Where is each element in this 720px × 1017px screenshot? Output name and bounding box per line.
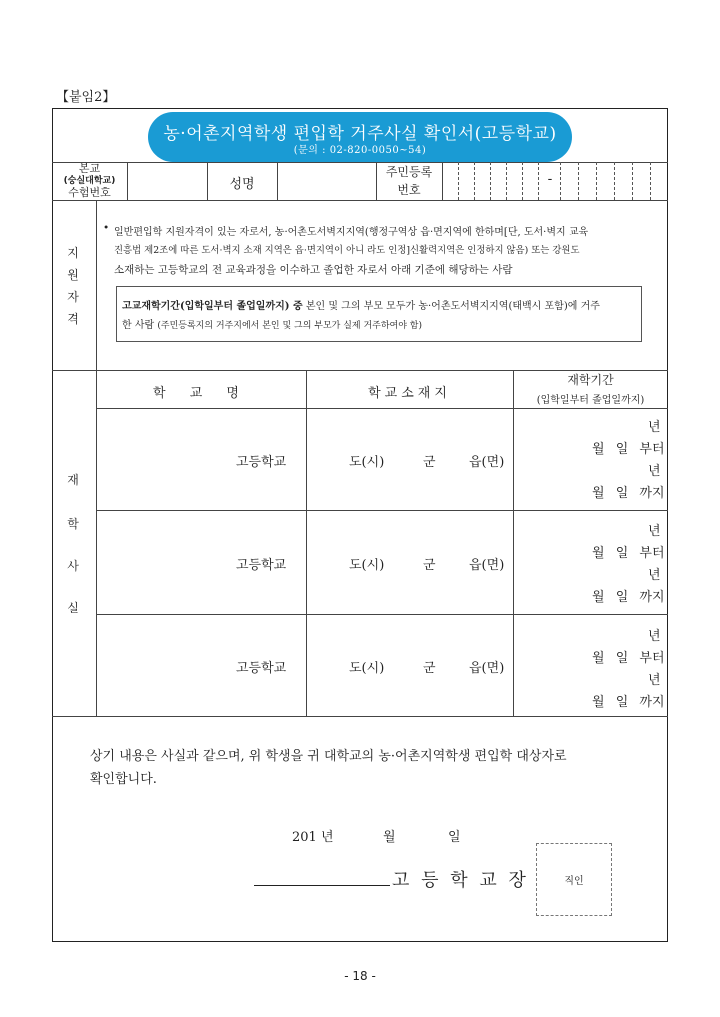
attendance-label-char-1: 재 [67, 473, 79, 487]
qualification-divider [96, 200, 97, 370]
row1-gun: 군 [423, 455, 436, 470]
row1-eup: 읍(면) [469, 455, 505, 470]
confirmation-line1: 상기 내용은 사실과 같으며, 위 학생을 귀 대학교의 농·어촌지역학생 편입학 대상자로 [90, 749, 567, 764]
principal-title: 고 등 학 교 장 [392, 870, 529, 891]
exam-number-label [52, 163, 127, 199]
qualification-criteria-box [116, 286, 642, 342]
row1-year-to: 년 [648, 464, 661, 479]
qualification-bullet: • [103, 222, 110, 234]
attendance-bottom-line [52, 716, 668, 717]
row1-school: 고등학교 [236, 455, 287, 470]
attendance-row-line-1 [96, 510, 668, 511]
criteria-line2 [122, 316, 422, 331]
row2-gun: 군 [423, 558, 436, 573]
qualification-label-char-1: 지 [67, 246, 79, 260]
row2-to: 월 일 까지 [592, 590, 665, 605]
name-label: 성명 [229, 177, 255, 192]
confirmation-line2: 확인합니다. [90, 772, 157, 787]
row3-to: 월 일 까지 [592, 695, 665, 710]
school-location-header: 학교소재지 [368, 386, 451, 401]
row3-do: 도(시) [349, 661, 385, 676]
resident-number-label [376, 163, 442, 199]
date-year: 201 년 [292, 830, 334, 845]
attendance-label-char-2: 학 [67, 517, 79, 531]
row3-from: 월 일 부터 [592, 651, 665, 666]
row3-gun: 군 [423, 661, 436, 676]
form-title: 농·어촌지역학생 편입학 거주사실 확인서(고등학교) [163, 124, 557, 144]
qualification-label-char-3: 자 [67, 290, 79, 304]
attendance-col-divider-2 [513, 370, 514, 716]
qualification-label-char-2: 원 [67, 268, 79, 282]
attendance-row-line-2 [96, 614, 668, 615]
row3-year-to: 년 [648, 673, 661, 688]
attendance-label-char-3: 사 [67, 559, 79, 573]
attendance-header-line [96, 408, 668, 409]
name-field[interactable] [278, 163, 375, 199]
row2-eup: 읍(면) [469, 558, 505, 573]
criteria-line2-text: 한 사람 [122, 320, 155, 331]
qualification-text-line1: 일반편입학 지원자격이 있는 자로서, 농·어촌도서벽지지역(행정구역상 읍·면지역에 한하며[단, 도서·벽지 교육 [114, 227, 589, 238]
qualification-label-char-4: 격 [67, 312, 79, 326]
exam-number-label-line1: 본교 [78, 162, 101, 175]
exam-number-label-line2: (숭실대학교) [63, 176, 116, 186]
principal-signature-line[interactable] [254, 885, 390, 886]
exam-number-label-line3: 수험번호 [68, 186, 111, 199]
seal-label: 직인 [564, 876, 584, 887]
qualification-text-line2: 진흥법 제2조에 따른 도서·벽지 소재 지역은 읍·면지역이 아니 라도 인정]신활력지역은 인정하지 않음) 또는 강원도 [114, 245, 580, 256]
row3-school: 고등학교 [236, 661, 287, 676]
row3-year-from: 년 [648, 629, 661, 644]
row2-year-from: 년 [648, 524, 661, 539]
school-name-header: 학 교 명 [153, 386, 249, 401]
criteria-bold-text: 고교재학기간(입학일부터 졸업일까지) 중 [122, 301, 303, 312]
qualification-text-line3: 소재하는 고등학교의 전 교육과정을 이수하고 졸업한 자로서 아래 기준에 해당하는 사람 [114, 264, 513, 276]
attendance-divider [96, 370, 97, 716]
row2-year-to: 년 [648, 568, 661, 583]
row3-eup: 읍(면) [469, 661, 505, 676]
contact-info: (문의 : 02-820-0050~54) [293, 145, 427, 156]
period-header-line2: (입학일부터 졸업일까지) [536, 395, 645, 406]
resident-number-dash: - [547, 172, 553, 187]
exam-number-field[interactable] [128, 163, 206, 199]
criteria-rest-text: 본인 및 그의 부모 모두가 농·어촌도서벽지지역(태백시 포함)에 거주 [305, 301, 600, 312]
attachment-label: 【붙임2】 [56, 90, 116, 105]
date-month: 월 [383, 830, 396, 845]
page-number: - 18 - [344, 969, 376, 983]
resident-number-label-line2: 번호 [397, 183, 421, 197]
row1-year-from: 년 [648, 420, 661, 435]
row1-to: 월 일 까지 [592, 486, 665, 501]
row2-school: 고등학교 [236, 558, 287, 573]
attendance-col-divider-1 [306, 370, 307, 716]
date-day: 일 [448, 830, 461, 845]
criteria-line1 [122, 297, 600, 312]
row1-do: 도(시) [349, 455, 385, 470]
header-bottom-line [52, 200, 668, 201]
attendance-label-char-4: 실 [67, 601, 79, 615]
resident-number-label-line1: 주민등록 [385, 165, 433, 179]
period-header-line1: 재학기간 [567, 373, 614, 387]
row1-from: 월 일 부터 [592, 442, 665, 457]
criteria-note-text: (주민등록지의 거주지에서 본인 및 그의 부모가 실제 거주하여야 함) [157, 321, 423, 331]
row2-do: 도(시) [349, 558, 385, 573]
row2-from: 월 일 부터 [592, 546, 665, 561]
